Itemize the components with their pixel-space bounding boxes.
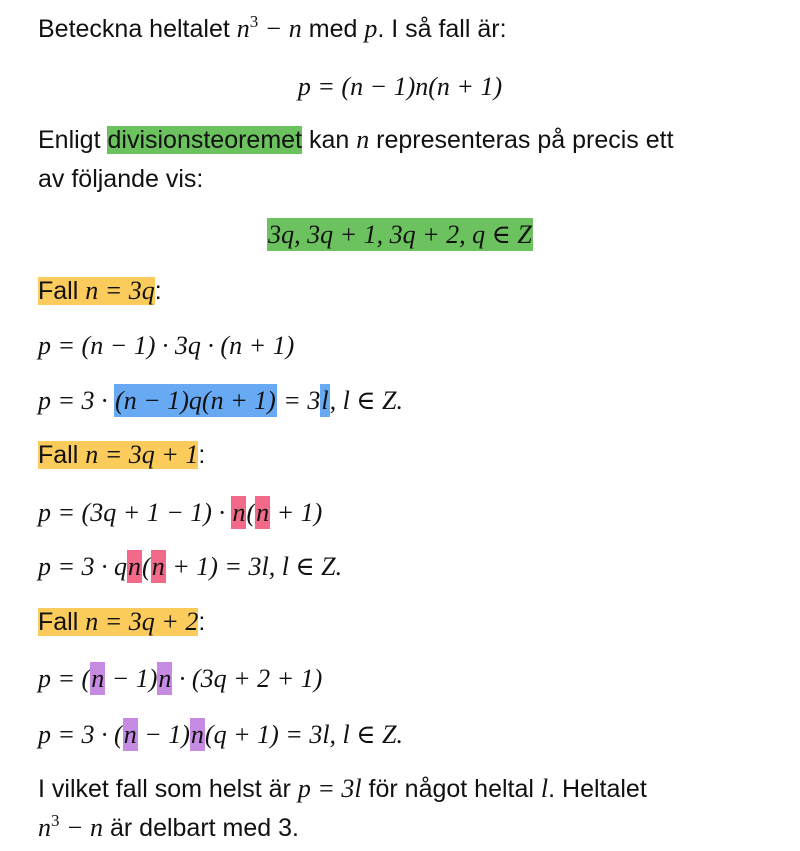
case2-label-highlight (38, 441, 198, 469)
case1-label-math: n = 3q (85, 276, 155, 305)
case2-line2-n1-highlight: n (128, 552, 142, 581)
case2-heading (38, 436, 205, 474)
case2-line1 (38, 494, 322, 532)
case3-line1-mid: − 1) (105, 664, 158, 693)
intro-expr-rest: − n (258, 14, 302, 43)
conclusion-expr-n: n (38, 813, 51, 842)
case2-line2-post: + 1) = 3l, l ∈ Z. (165, 552, 343, 581)
intro-text-after: . I så fall är: (377, 15, 507, 43)
case2-line1-mid: ( (246, 498, 256, 527)
case2-line1-pre: p = (3q + 1 − 1) · (38, 498, 232, 527)
case1-line2-highlight: (n − 1)q(n + 1) (115, 386, 276, 415)
conclusion-expr-rest: − n (59, 813, 104, 842)
case2-line1-n2-highlight: n (256, 498, 270, 527)
case3-line2 (38, 716, 403, 754)
case2-line2-pre: p = 3 · q (38, 552, 128, 581)
case3-line2-pre: p = 3 · ( (38, 720, 123, 749)
case1-colon: : (154, 277, 162, 305)
case1-label-highlight (38, 277, 155, 305)
case1-line2 (38, 382, 403, 420)
case3-line1-n1-highlight: n (91, 664, 105, 693)
division-text-middle: kan (302, 126, 357, 154)
case3-label-highlight (38, 608, 198, 636)
intro-text-middle: med (301, 15, 365, 43)
case2-label-word: Fall (38, 441, 86, 469)
case1-label-word: Fall (38, 277, 86, 305)
division-line-2: av följande vis: (38, 165, 204, 193)
conclusion-text-after: . Heltalet (548, 775, 647, 803)
case3-heading (38, 603, 205, 641)
intro-var-p: p (364, 14, 378, 43)
case3-line2-n1-highlight: n (123, 720, 137, 749)
conclusion-text-middle: för något heltal (361, 775, 541, 803)
case3-line2-post: (q + 1) = 3l, l ∈ Z. (204, 720, 403, 749)
intro-expr-exponent: 3 (249, 12, 259, 31)
division-theorem-highlight: divisionsteoremet (107, 126, 303, 154)
case3-line1-post: · (3q + 2 + 1) (172, 664, 323, 693)
intro-line (38, 10, 507, 48)
case1-line2-pre: p = 3 · (38, 386, 115, 415)
case3-line1 (38, 660, 322, 698)
case3-colon: : (198, 608, 206, 636)
case3-label-word: Fall (38, 608, 86, 636)
case2-line1-post: + 1) (270, 498, 323, 527)
conclusion-var-l: l (540, 774, 549, 803)
case1-line1: p = (n − 1) · 3q · (n + 1) (38, 331, 295, 360)
case2-colon: : (198, 441, 206, 469)
division-text-after: representeras på precis ett (369, 126, 674, 154)
conclusion-line-2 (38, 809, 299, 847)
division-var-n: n (356, 125, 370, 154)
conclusion-text: är delbart med 3. (103, 814, 299, 842)
division-line-1 (38, 121, 674, 159)
forms-line (0, 216, 800, 254)
intro-text-before: Beteckna heltalet (38, 15, 237, 43)
case2-line2 (38, 548, 342, 586)
division-text-before: Enligt (38, 126, 108, 154)
product-equation: p = (n − 1)n(n + 1) (297, 72, 503, 101)
case1-heading (38, 272, 162, 310)
case1-line2-l-highlight: l (321, 386, 329, 415)
case1-line2-post: , l ∈ Z. (329, 386, 403, 415)
forms-highlight: 3q, 3q + 1, 3q + 2, q ∈ Z (268, 220, 532, 249)
case3-label-math: n = 3q + 2 (85, 607, 199, 636)
case1-line2-mid: = 3 (276, 386, 321, 415)
case3-line1-n2-highlight: n (158, 664, 172, 693)
case3-line2-mid: − 1) (137, 720, 190, 749)
conclusion-text-before: I vilket fall som helst är (38, 775, 298, 803)
case2-line1-n1-highlight: n (232, 498, 246, 527)
case2-line2-n2-highlight: n (151, 552, 165, 581)
intro-expr-n: n (236, 14, 250, 43)
case3-line2-n2-highlight: n (190, 720, 204, 749)
conclusion-line-1 (38, 770, 647, 808)
conclusion-expr-exponent: 3 (51, 811, 60, 830)
case3-line1-pre: p = ( (38, 664, 91, 693)
conclusion-expr: p = 3l (297, 774, 362, 803)
case2-line2-mid: ( (142, 552, 151, 581)
case2-label-math: n = 3q + 1 (85, 440, 199, 469)
